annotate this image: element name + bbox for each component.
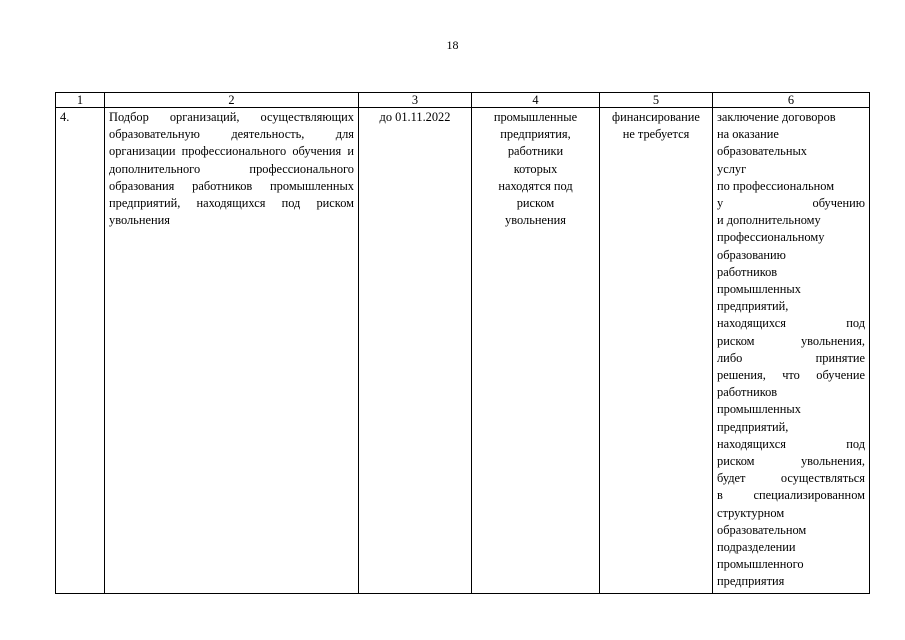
target-group-line: риском <box>516 196 555 211</box>
target-group-line: работники <box>507 144 564 159</box>
header-cell-1: 1 <box>56 93 105 108</box>
expected-result-line: решения, что обучение <box>717 368 865 383</box>
financing-line: финансирование <box>612 110 700 124</box>
expected-result-line: образованию <box>717 247 786 262</box>
financing-line: не требуется <box>622 127 690 142</box>
expected-result-line: будет осуществляться <box>717 471 865 486</box>
expected-result-line: работников <box>717 385 778 400</box>
expected-result-line: в специализированном <box>717 488 865 503</box>
table-row <box>56 108 870 594</box>
expected-result-line: образовательных <box>717 144 807 159</box>
expected-result-line: промышленных <box>717 402 801 417</box>
measure-description <box>105 108 359 594</box>
header-cell-4: 4 <box>472 93 600 108</box>
expected-result-line: по профессиональном <box>717 178 835 193</box>
table-header-row <box>56 93 870 108</box>
expected-result-line: профессиональному <box>717 230 825 245</box>
target-group-line: промышленные <box>493 110 578 124</box>
expected-result-line: промышленных <box>717 282 801 297</box>
expected-result-line: предприятия <box>717 574 785 589</box>
target-group-line: увольнения <box>505 213 566 228</box>
target-group-line: которых <box>513 161 558 176</box>
expected-result-line: либо принятие <box>717 350 865 365</box>
expected-result-line: предприятий, <box>717 299 789 314</box>
expected-result-cell <box>713 108 870 594</box>
expected-result-line: структурном <box>717 505 785 520</box>
expected-result-line: работников <box>717 264 778 279</box>
expected-result-line: услуг <box>717 161 747 176</box>
target-group-line: находятся под <box>498 178 573 193</box>
target-group-line: предприятия, <box>500 127 571 142</box>
expected-result-line: у обучению <box>717 196 865 211</box>
expected-result-line: образовательном <box>717 522 807 537</box>
expected-result-line: предприятий, <box>717 419 789 434</box>
header-cell-3: 3 <box>359 93 472 108</box>
expected-result-line: заключение договоров <box>717 110 836 124</box>
header-cell-5: 5 <box>600 93 713 108</box>
target-group-cell <box>472 108 600 594</box>
page-number: 18 <box>446 38 459 52</box>
deadline-cell: до 01.11.2022 <box>359 108 472 594</box>
expected-result-line: находящихся под <box>717 436 865 451</box>
expected-result-line: риском увольнения, <box>717 454 865 469</box>
financing-cell <box>600 108 713 594</box>
expected-result-line: подразделении <box>717 540 796 555</box>
measure-description-text: Подбор организаций, осуществляющих образовательную деятельность, для организации профессионального обучения и дополнительного профессионального образования работников промышленных предприятий, находящихся под риском увольнения <box>109 110 354 228</box>
row-number: 4. <box>56 108 105 594</box>
expected-result-line: риском увольнения, <box>717 333 865 348</box>
expected-result-line: и дополнительному <box>717 213 821 228</box>
header-cell-2: 2 <box>105 93 359 108</box>
measures-table <box>55 92 870 594</box>
expected-result-line: находящихся под <box>717 316 865 331</box>
expected-result-line: промышленного <box>717 557 804 572</box>
header-cell-6: 6 <box>713 93 870 108</box>
expected-result-line: на оказание <box>717 127 779 142</box>
